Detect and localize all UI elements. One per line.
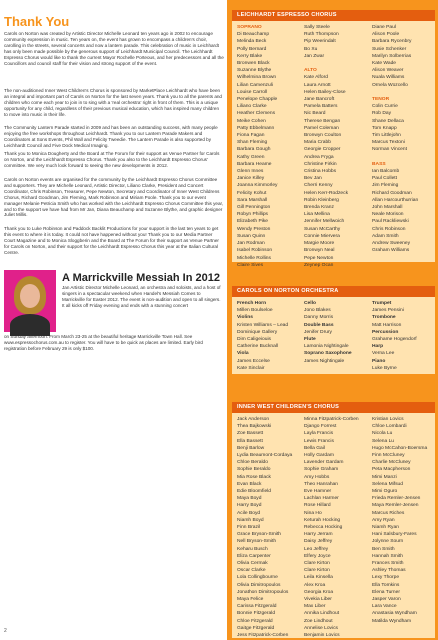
section-label: Viola xyxy=(237,351,249,357)
member-name: Finn Brazil xyxy=(237,525,261,531)
member-name: Hugo McCahon-Boersma xyxy=(372,445,428,451)
espresso-chorus-panel xyxy=(232,10,435,268)
member-name: Glenn Innes xyxy=(237,169,264,175)
orchestra-header: CAROLS ON NORTON ORCHESTRA xyxy=(232,286,435,297)
member-name: Lydia Beaumont-Cordaya xyxy=(237,453,293,459)
espresso-chorus-header: LEICHHARDT ESPRESSO CHORUS xyxy=(232,10,435,21)
children-col-3 xyxy=(372,416,427,625)
member-name: Kate Wade xyxy=(372,61,397,67)
member-name: Nic Beard xyxy=(304,111,326,117)
member-name: Nina Ho xyxy=(304,510,322,516)
member-name: Bronwyn Neal xyxy=(304,248,335,254)
member-name: Gill Pennington xyxy=(237,205,271,211)
member-name: Keharu Busch xyxy=(237,546,268,552)
member-name: Amy Hobbs xyxy=(304,474,330,480)
member-name: Lisa Mellina xyxy=(304,212,330,218)
member-name: Thea Bajkowski xyxy=(237,424,272,430)
orchestra-col-1 xyxy=(237,300,288,372)
member-name: Hannah Smith xyxy=(372,553,403,559)
member-name: Chris Robinson xyxy=(372,226,406,232)
member-name: Liliano Clarke xyxy=(237,104,267,110)
member-name: Norman Vincent xyxy=(372,147,407,153)
member-name: Jess Fitzpatrick-Corben xyxy=(237,633,289,639)
member-name: Laura Arnott xyxy=(304,82,331,88)
member-name: Matt Harrison xyxy=(372,322,402,328)
member-name: Sara Marshall xyxy=(237,197,268,203)
member-name: Susan Quinn xyxy=(237,233,266,239)
member-name: Theo Hanrahan xyxy=(304,481,338,487)
section-label: SOPRANO xyxy=(237,25,262,30)
member-name: Benjamin Lovics xyxy=(304,633,340,639)
member-name: Therese Bengan xyxy=(304,118,341,124)
orchestra-col-2 xyxy=(304,300,352,365)
member-name: Pepe Newton xyxy=(304,255,334,261)
member-name: Millen Boulseloe xyxy=(237,308,273,314)
member-name: Jan Zwar xyxy=(304,53,325,59)
member-name: Melinda Beck xyxy=(237,39,267,45)
member-name: Grahame Hogendorf xyxy=(372,337,417,343)
member-name: Lewis Francis xyxy=(304,438,334,444)
member-name: Kate Sinclair xyxy=(237,365,265,371)
member-name: Ruth Thompson xyxy=(304,32,339,38)
member-name: Daisy Jeffrey xyxy=(304,539,333,545)
member-name: Eve Hamner xyxy=(304,489,332,495)
member-name: Diane Paul xyxy=(372,25,396,30)
member-name: Colin Currie xyxy=(372,104,398,110)
member-name: Shane Dellaca xyxy=(372,118,404,124)
member-name: Harry Boyd xyxy=(237,503,262,509)
member-name: Christine Firkin xyxy=(304,161,337,167)
member-name: Patty Ebbelmann xyxy=(237,125,275,131)
member-name: John Marshall xyxy=(372,205,403,211)
member-name: Robyn Phillips xyxy=(237,212,268,218)
member-name: Bronwen Black xyxy=(237,61,270,67)
member-name xyxy=(372,89,418,96)
member-name: Bella Gail xyxy=(304,445,325,451)
member-name: Barbara Heame xyxy=(237,161,272,167)
thank-paragraph-6: Thank you to Luke Robinson and Paddock Backlit Productions for your support in the last ten years to get this event to where it is today. It could not have happened without you! Thank you to our Media Partner Court Magazine and to Monica Sloggberin and the Board at The Forum for their support as Venue Partner for Carols on Norton, and their support for the Leichhardt Espresso Chorus this year at the Italian Cultural Centre. xyxy=(4,226,219,255)
conductor-photo xyxy=(4,270,56,332)
member-name: Paul Collett xyxy=(372,176,398,182)
section-label: Flute xyxy=(304,337,316,343)
member-name: Lola Collingbourne xyxy=(237,575,278,581)
member-name: Kathy Green xyxy=(237,154,265,160)
messiah-text: Jan Artistic Director Michelle Leonard, an orchestra and soloists, and a host of singers in a spectacular weekend when Handel's Messiah Comes to Marrickville for Easter 2012. The event is non-audition and open to all singers. It all kicks off Friday evening and ends with a stunning concert xyxy=(62,285,221,308)
messiah-section xyxy=(4,270,224,332)
member-name: Heather Clemens xyxy=(237,111,276,117)
member-name: Eliza Carpenter xyxy=(237,553,271,559)
member-name: Zoe Lindhout xyxy=(304,618,333,624)
member-name: Matilda Wyndham xyxy=(372,618,412,624)
member-name: Jasper Varon xyxy=(372,597,401,603)
section-label: BASS xyxy=(372,161,386,167)
member-name: Wilhelmina Brown xyxy=(237,75,277,81)
member-name: Django Forrest xyxy=(304,424,337,430)
member-name: James Eccelse xyxy=(237,358,270,364)
member-name: Jono Blakes xyxy=(304,308,331,314)
member-name: Niamh Boyd xyxy=(237,517,264,523)
member-name: Gaitge Fitzgerald xyxy=(237,625,275,631)
member-name: Cristina Hobbs xyxy=(304,169,337,175)
childrens-chorus-panel xyxy=(232,402,435,638)
section-label: Double Bass xyxy=(304,322,334,328)
member-name: Maya Felice xyxy=(237,597,264,603)
member-name: Frieda Remler-Jensen xyxy=(372,496,421,502)
member-name: Sophie Beraldo xyxy=(237,467,271,473)
member-name: Finn McCluney xyxy=(372,453,405,459)
member-name: Amy Ryan xyxy=(372,517,395,523)
member-name: Annika Lindhout xyxy=(304,611,340,617)
member-name: Nell Bryson-Smith xyxy=(237,539,277,545)
member-name: Dominique Gallery xyxy=(237,329,278,335)
member-name: Clare Kirton xyxy=(304,561,330,567)
member-name: Ella Bassett xyxy=(237,438,263,444)
member-name: Luke Byrne xyxy=(372,365,397,371)
member-name: Oscar Clarke xyxy=(237,568,266,574)
member-name: Pamel Coleman xyxy=(304,125,339,131)
childrens-chorus-header: INNER WEST CHILDREN'S CHORUS xyxy=(232,402,435,413)
member-name: Brenda Kranz xyxy=(304,205,334,211)
member-name: Georgie Cropper xyxy=(304,147,341,153)
member-name: Jan Rodman xyxy=(237,241,265,247)
section-label: Harp xyxy=(372,344,384,350)
member-name: Mimi Manzi xyxy=(372,474,397,480)
children-col-2 xyxy=(304,416,359,639)
member-name: Penelope Chapple xyxy=(237,97,278,103)
member-name: Di Beauchamp xyxy=(237,32,270,38)
member-name: Carissa Fitzgerald xyxy=(237,604,277,610)
member-name: Helen Bailey-Close xyxy=(304,89,346,95)
member-name: Minna Fitzpatrick-Corben xyxy=(304,417,359,422)
member-name: Ella Tomkins xyxy=(372,582,400,588)
member-name: Vivekia Liber xyxy=(304,597,332,603)
member-name: Clare Kirton xyxy=(304,568,330,574)
member-name: Lara Vance xyxy=(372,604,397,610)
member-name: Danny Morris xyxy=(304,315,334,321)
member-name: Benji Barlow xyxy=(237,445,265,451)
thank-paragraph-5: Carols on Norton events are organised for the community by the Leichhardt Espresso Chorus Committee and supporters. They are Michelle Leonard, Artistic Director, Liliano Clarke, President and Concert Coordinator, Chris Robinson, Treasurer, Pepe Newton, Secretary and Coordinator of Inner West Childrens Chorus, Richard Goodman, Jim Fleming, Mark Robinson and Miriam Poole. Thank you to our event manager Melanie Petricia Smith who has worked with the Leichhardt Espresso Chorus Committee this year, and to the support we have had from Mr Jan, Diana Beauchamp and Suzanne Blythe, and graphic designer Juliet Millis. xyxy=(4,177,224,218)
member-name: Harry Jerram xyxy=(304,532,333,538)
member-name: Kristen Williams – Lead xyxy=(237,322,289,328)
member-name: Andrea Fryga xyxy=(304,154,334,160)
section-label: ALTO xyxy=(304,68,317,74)
member-name: Nicola Lu xyxy=(372,431,393,437)
member-name: Alison Weaver xyxy=(372,68,404,74)
member-name: Maya Remler-Jensen xyxy=(372,503,419,509)
member-name: Max Liber xyxy=(304,604,326,610)
member-name: Cherri Kenny xyxy=(304,183,333,189)
section-label: Violins xyxy=(237,315,253,321)
member-name: Pip Weerindalt xyxy=(304,39,336,45)
member-name: Selena Lu xyxy=(372,438,395,444)
member-name: Zoe Bassett xyxy=(237,431,264,437)
member-name: Grace Bryson-Smith xyxy=(237,532,282,538)
member-name: Chloe Fitzgerald xyxy=(237,618,273,624)
member-name: Acile Boyd xyxy=(237,510,261,516)
member-name: Jennifer Mellwoich xyxy=(304,219,345,225)
member-name: Hani Salsbury-Fares xyxy=(372,532,417,538)
member-name: Edie Bloomfield xyxy=(237,489,271,495)
member-name: Leila Kinsella xyxy=(304,575,333,581)
member-name: Alison Poole xyxy=(372,32,400,38)
member-name: Joanna Kimmorley xyxy=(237,183,278,189)
member-name: Shan Fleming xyxy=(237,140,268,146)
thank-you-title: Thank You xyxy=(4,14,70,29)
member-name: Zeynep Ocan xyxy=(304,262,334,268)
member-name: Barbara Gough xyxy=(237,147,271,153)
member-name: Susie Schenker xyxy=(372,46,407,52)
espresso-col-3 xyxy=(372,24,418,255)
member-name: Ian Balcomb xyxy=(372,169,400,175)
orchestra-col-3 xyxy=(372,300,417,372)
member-name: Sophie Graham xyxy=(304,467,339,473)
member-name: Elfery Joyce xyxy=(304,553,331,559)
member-name: Rebecca Hocking xyxy=(304,525,343,531)
member-name: Bronwyn Coulton xyxy=(304,133,342,139)
member-name: Frances Smith xyxy=(372,561,404,567)
member-name: Maria Crabb xyxy=(304,140,331,146)
member-name: Layla Francis xyxy=(304,431,334,437)
member-name: Lilian Camenzuli xyxy=(237,82,273,88)
member-name: Tim Littlejohn xyxy=(372,133,401,139)
member-name: Marcus Riches xyxy=(372,510,405,516)
member-name xyxy=(372,154,418,161)
member-name: Michelle Rollins xyxy=(237,255,271,261)
section-label: Percussion xyxy=(372,329,399,335)
member-name: Jenifer Drury xyxy=(304,329,332,335)
thank-paragraph-4: Thank you to Monica Dougherty and the Board at The Forum for their support as Venue Partner for Carols on Norton, and the Leichhardt Espresso Chorus. Thank you also to the Leichhardt Espresso Chorus' committee. We very much look forward to seeing the new developments in 2012. xyxy=(4,151,220,168)
member-name: Jane Bancroft xyxy=(304,97,335,103)
member-name: Tom Knapp xyxy=(372,125,397,131)
section-label: Trumpet xyxy=(372,301,392,306)
section-label: Trombone xyxy=(372,315,396,321)
member-name: Adam Smith xyxy=(372,233,399,239)
member-name: Jack Anderson xyxy=(237,417,270,422)
choir-lists-column xyxy=(227,0,438,640)
member-name: Louise Carroll xyxy=(237,89,268,95)
member-name: Paul Rackliewski xyxy=(372,219,409,225)
member-name: Chloe Beraldo xyxy=(237,460,268,466)
member-name: Sally Steele xyxy=(304,25,330,30)
member-name: Selena Mifsud xyxy=(372,481,403,487)
thank-paragraph-1: Carols on Norton was created by Artistic Director Michelle Leonard ten years ago in 2002 to encourage community expression in music. Ten years on, the event has grown to encompass a children's choir, carolling in the streets, several concerts and now a lantern parade. This celebration of music in Leichhardt has only been made possible by the generous support of Leichhardt Municipal Council. The Leichhardt Espresso Chorus would like to thank the current Mayor Rochelle Porteous, and her predecessors and all the Councillors and council staff for their vision and strong support of the event. xyxy=(4,31,224,66)
messiah-text-continued: on Sunday afternoon. From March 23-25 at the beautiful heritage Marrickville Town Hall. See www.espressochorus.com.au to register. You will have to be quick as places are limited. Early bird registration before February 29 is only $100. xyxy=(4,334,203,351)
section-label: TENOR xyxy=(372,97,390,103)
member-name: Catherine Bucknall xyxy=(237,344,279,350)
member-name: Graham Williams xyxy=(372,248,410,254)
member-name: Lachlan Harmer xyxy=(304,496,339,502)
member-name: Janice Killey xyxy=(237,176,265,182)
member-name: Felicity Kohut xyxy=(237,190,267,196)
member-name: Olivia Dimitropoulos xyxy=(237,582,281,588)
member-name: Marilyn Solberrias xyxy=(372,53,412,59)
member-name: Maya Boyd xyxy=(237,496,262,502)
member-name: Anastasia Wyndham xyxy=(372,611,417,617)
member-name: Elena Turner xyxy=(372,589,401,595)
member-name: Niamh Ryan xyxy=(372,525,399,531)
messiah-title: A Marrickville Messiah In 2012 xyxy=(62,272,220,284)
member-name: Richard Goodman xyxy=(372,190,412,196)
member-name: Bo Xu xyxy=(304,46,318,52)
member-name: Lamonia Nightingale xyxy=(304,344,349,350)
member-name: Rose Hillard xyxy=(304,503,331,509)
thank-paragraph-2: The non-auditioned Inner West Children's Chorus is sponsored by MarketPlace Leichhardt who have been an integral and important part of Carols on Norton for the last seven years. Thank you to all the parents and children who come each year to join in to sing with a 'real orchestra' right in front of them. This is a unique opportunity for any child, regardless of their previous musical education, which has inspired many children to move into music in their life. xyxy=(4,88,222,117)
member-name: Allan Harcourthurrian xyxy=(372,197,419,203)
espresso-col-1 xyxy=(237,24,278,269)
member-name: Jim Fleming xyxy=(372,183,399,189)
member-name: Meike Cohen xyxy=(237,118,266,124)
member-name: Neale Morison xyxy=(372,212,404,218)
member-name: Barbara Rycenbry xyxy=(372,39,412,45)
section-label: Soprano Saxophone xyxy=(304,351,352,357)
member-name: Annelise Lovics xyxy=(304,625,338,631)
member-name: Kate Alford xyxy=(304,75,328,81)
member-name: Mimi Oguro xyxy=(372,489,398,495)
member-name: Elizabeth Pike xyxy=(237,219,268,225)
member-name: Fiona Fagan xyxy=(237,133,265,139)
member-name: Dim Caligeiouis xyxy=(237,337,271,343)
member-name: Chloe Lombardi xyxy=(372,424,407,430)
page-number: 2 xyxy=(4,628,7,634)
thank-paragraph-3: The Community Lantern Parade started in 2009 and has been an outstanding success, with many people enjoying the free workshops throughout Leichhardt. Thank you to our Lantern Parade Makers and Coordinators at Sons Events, Phil Wall and Felicity Tweedie. The Lantern Parade is also supported by Leichhardt Council and Five Dock Medical Imaging. xyxy=(4,125,218,148)
member-name: Evan Black xyxy=(237,481,262,487)
member-name: Jolynne Sourn xyxy=(372,539,404,545)
member-name: Lavender Gardam xyxy=(304,460,344,466)
member-name: Kerry Blake xyxy=(237,53,263,59)
member-name: Leo Jeffrey xyxy=(304,546,329,552)
member-name: Georgia Kroa xyxy=(304,589,334,595)
member-name: Jonathon Dimitropoulos xyxy=(237,589,289,595)
member-name: Suzanne Blythe xyxy=(237,68,272,74)
member-name: Susan McCarthy xyxy=(304,226,341,232)
section-label: French Horn xyxy=(237,301,267,306)
member-name: Kristian Lovics xyxy=(372,417,404,422)
member-name: Robin Kleinberg xyxy=(304,197,339,203)
member-name: Helen Kerr-Rodzeck xyxy=(304,190,349,196)
member-name: Peta Macpherson xyxy=(372,467,411,473)
member-name: James Pensini xyxy=(372,308,404,314)
member-name: Nuala Williams xyxy=(372,75,405,81)
member-name: Keturah Hocking xyxy=(304,517,341,523)
espresso-col-2 xyxy=(304,24,348,269)
children-col-1 xyxy=(237,416,292,639)
member-name: Andrew Sweeney xyxy=(372,241,411,247)
member-name: Ashley Thomas xyxy=(372,568,406,574)
member-name: Lexy Thorpe xyxy=(372,575,400,581)
member-name: Marcus Textoni xyxy=(372,140,405,146)
section-label: Piano xyxy=(372,358,386,364)
member-name: Bev Jan xyxy=(304,176,322,182)
member-name: Claire Sives xyxy=(237,262,264,268)
member-name: Charlie McCluney xyxy=(372,460,411,466)
member-name: James Nightingale xyxy=(304,358,345,364)
member-name: Verna Lee xyxy=(372,351,395,357)
orchestra-panel xyxy=(232,286,435,374)
member-name xyxy=(304,60,348,67)
member-name: Rob Day xyxy=(372,111,392,117)
member-name: Isabel Robinson xyxy=(237,248,273,254)
member-name: Wendy Preston xyxy=(237,226,271,232)
member-name: Pamela Batters xyxy=(304,104,338,110)
member-name: Olivia Cermak xyxy=(237,561,268,567)
section-label: Cello xyxy=(304,301,316,306)
member-name: Alex Kroa xyxy=(304,582,326,588)
member-name: Ben Smith xyxy=(372,546,395,552)
member-name: Bonnie Fitzgerald xyxy=(237,611,276,617)
member-name: Polly Bernard xyxy=(237,46,267,52)
member-name: Ornela Wozcello xyxy=(372,82,408,88)
member-name: Mia Rose Black xyxy=(237,474,271,480)
member-name: Holly Gardam xyxy=(304,453,334,459)
member-name: Connie Miervera xyxy=(304,233,340,239)
member-name: Margie Moore xyxy=(304,241,335,247)
